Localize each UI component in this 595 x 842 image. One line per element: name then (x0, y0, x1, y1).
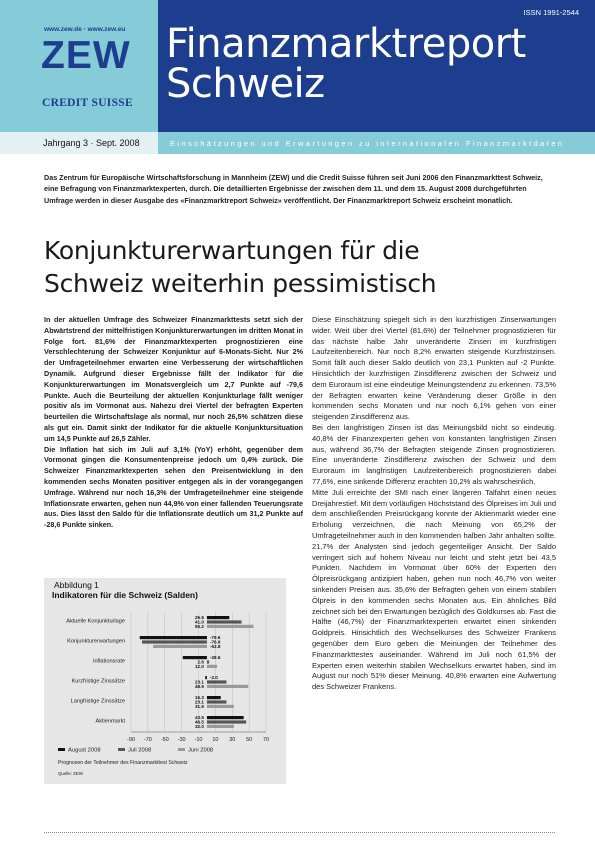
right-column (312, 315, 556, 693)
right-paragraph-3: Mitte Juli erreichte der SMI nach einer längeren Talfahrt einen neues Dreijahrestief. Mit dem vorläufigen Höchststand des Ölpreises im Juli und dem anschließenden Preisrückgang konnte der Aktienmarkt wieder eine Erholung verzeichnen, die nach Meinung von 65,2% der Umfrageteilnehmer auch in den kommenden halben Jahr anhalten sollte. 21,7% der Analysten sind jedoch gegenteiliger Ansicht. Der Saldo verringert sich auf hohem Niveau nur leicht und steht jetzt bei 43,5 Punkten. Nachdem im Vormonat über 60% der Experten den Ölpreisrückgang antizipiert haben, gehen nun noch 46,7% von weiter sinkenden Preisen aus. 35,6% der Befragten gehen von einem stabilen Ölpreis in den kommenden sechs Monaten aus. Ein ähnliches Bild zeichnet sich bei den Erwartungen bezüglich des Goldkurses ab. Fast die Hälfte (46,7%) der Finanzmarktexperten erwartet einen sinkenden Goldpreis. Hinsichtlich des Wechselkurses des Schweizer Frankens gegenüber dem Euro geben die Meinungen der Teilnehmer des Finanzmarkttestes auseinander. Während im Juli noch 61,5% der Experten einen weiterhin stabilen Wechselkurs erwartet haben, sind im August nur noch 51% dieser Meinung. 40,8% erwarten eine Aufwertung des Schweizer Frankens. (312, 487, 556, 692)
x-tick-label: 50 (246, 737, 253, 743)
bar (207, 616, 229, 619)
x-tick-label: 70 (262, 737, 270, 743)
category-label: Inflationsrate (92, 658, 125, 665)
left-paragraph-2: Die Inflation hat sich im Juli auf 3,1% (YoY) erhöht, gegenüber dem Vormonat gingen die Konsumentenpreise jedoch um 0,4% zurück. Die Schweizer Finanzmarktexperten sehen den Preisentwicklung in den kommenden sechs Monaten positiver entgegen als in der vorangegangen Umfrage. Während nur noch 16,3% der Umfrageteilnehmer eine steigende Inflationsrate erwarten, gehen nun 44,9% von einer fallenden Teuerungsrate aus. Dies lässt den Saldo für die Inflationsrate deutlich um 31,2 Punkte auf -28,6 Punkte sinken. (44, 444, 303, 530)
data-label: -79.6 (209, 635, 221, 640)
left-column (44, 315, 303, 531)
data-label: -28.6 (209, 655, 221, 660)
data-label: 41.0 (194, 619, 204, 625)
headline-line2: Schweiz weiterhin pessimistisch (44, 269, 437, 298)
bar (207, 696, 221, 699)
bar (207, 720, 246, 723)
indicator-bar-chart (44, 600, 286, 784)
legend-label: Juli 2008 (128, 747, 152, 754)
figure-tag: Abbildung 1 (54, 580, 99, 590)
zew-logo: ZEW (41, 34, 131, 77)
chart-title: Indikatoren für die Schweiz (Salden) (52, 590, 198, 600)
issue-label: Jahrgang 3 · Sept. 2008 (43, 138, 140, 148)
report-title-line1: Finanzmarktreport (166, 21, 526, 67)
header-urls[interactable]: www.zew.de · www.zew.eu (44, 26, 126, 33)
bar (207, 660, 209, 663)
left-paragraph-1: In der aktuellen Umfrage des Schweizer Finanzmarkttests setzt sich der Abwärtstrend der mittelfristigen Konjunkturerwartungen im dritten Monat in Folge fort. 81,6% der Finanzmarktexperten prognostizieren eine Verschlechterung der Schweizer Konjunktur auf 6-Monats-Sicht. Nur 2% der Umfrageteilnehmer erwarten eine Verbesserung der wirtschaftlichen Dynamik. Aufgrund dieser Ergebnisse fällt der Indikator für die Konjunkturerwartungen im Monatsvergleich um 2,7 Punkte auf -79,6 Punkte. Auch die Beurteilung der aktuellen Konjunkturlage fällt weniger positiv als im Vormonat aus. Nahezu drei Viertel der befragten Experten beurteilen die Wirtschaftslage als normal, nur noch 26,5% schätzen diese als gut ein. Damit sinkt der Indikator für die aktuelle Konjunktursituation um 14,5 Punkte auf 26,5 Zähler. (44, 315, 303, 443)
right-paragraph-1: Diese Einschätzung spiegelt sich in den kurzfristigen Zinserwartungen wider. Weit über drei Viertel (81,6%) der Teilnehmer prognostizieren für das nächste halbe Jahr unveränderte Zinsen im kurzfristigen Laufzeitenbereich. Nur noch 8,2% erwarten steigende Kurzfristzinsen. Somit fällt auch dieser Saldo deutlich von 23,1 Punkten auf -2 Punkte. Hinsichtlich der kurzfristigen Zinsdifferenz zwischen der Schweiz und dem Euroraum ist eine eindeutige Meinungstendenz zu erkennen. 73,5% der Befragten erwarten keine Veränderung dieser Größe in den kommenden sechs Monaten und nur noch 6,1% gehen von einer steigenden Zinsdifferenz aus. (312, 315, 556, 422)
x-tick-label: 30 (229, 737, 236, 743)
report-subtitle: Einschätzungen und Erwartungen zu internationalen Finanzmarktdaten (170, 139, 565, 148)
data-label: 23.1 (194, 699, 204, 705)
x-tick-label: -30 (177, 737, 186, 743)
report-title (166, 21, 526, 107)
category-label: Kurzfristige Zinssätze (71, 678, 125, 685)
category-label: Aktienmarkt (95, 718, 125, 725)
data-label: 31.9 (194, 703, 204, 709)
data-label: -2.0 (209, 675, 218, 680)
data-label: 12.0 (194, 663, 204, 669)
bar (207, 705, 234, 708)
legend-swatch (58, 748, 65, 751)
data-label: 2.6 (197, 659, 204, 665)
legend-swatch (118, 748, 125, 751)
right-paragraph-2: Bei den langfristigen Zinsen ist das Meinungsbild nicht so eindeutig. 40,8% der Finanzexperten gehen von konstanten langfristigen Zinsen aus, während 36,7% der Befragten steigende Zinsen prognostizieren. Eine unveränderte Zinsdifferenz zwischen der Schweiz und dem Euroraum im langfristigen Laufzeitenbereich prognostizieren dabei 77,6%, eine sinkende Differenz erachten 10,2% als wahrscheinlich. (312, 422, 556, 486)
x-tick-label: -10 (194, 737, 203, 743)
chart-note: Prognosen der Teilnehmer des Finanzmarkttest Schweiz (58, 760, 188, 766)
data-label: 48.9 (194, 683, 204, 689)
category-label: Langfristige Zinssätze (70, 698, 125, 705)
legend-swatch (178, 748, 185, 751)
bar (207, 716, 244, 719)
data-label: 26.5 (194, 615, 204, 620)
bar (207, 620, 242, 623)
data-label: 32.0 (194, 723, 204, 729)
bar (142, 640, 207, 643)
bar (205, 676, 207, 679)
bar (207, 680, 226, 683)
data-label: -76.9 (209, 639, 221, 645)
data-label: 43.5 (194, 715, 204, 720)
data-label: 55.2 (194, 623, 204, 629)
intro-paragraph: Das Zentrum für Europäische Wirtschaftsforschung in Mannheim (ZEW) und die Credit Suisse führen seit Juni 2006 den Finanzmarkttest Schweiz, eine Befragung von Finanzmarktexperten, durch. Die detaillierten Ergebnisse der zwischen dem 11. und dem 15. August 2008 durchgeführten Umfrage werden in dieser Ausgabe des «Finanzmarktreport Schweiz» veröffentlicht. Der Finanzmarktreport Schweiz erscheint monatlich. (44, 173, 543, 205)
x-tick-label: -50 (160, 737, 169, 743)
category-label: Konjunkturerwartungen (67, 638, 125, 645)
bar (207, 665, 217, 668)
x-tick-label: -70 (143, 737, 152, 743)
headline-line1: Konjunkturerwartungen für die (44, 236, 420, 265)
bar (207, 725, 234, 728)
data-label: 16.3 (194, 695, 204, 700)
legend-label: August 2008 (68, 747, 101, 754)
bar (140, 636, 207, 639)
x-tick-label: -90 (127, 737, 135, 743)
report-title-line2: Schweiz (166, 61, 325, 107)
article-headline (44, 234, 564, 300)
footer-divider (44, 832, 555, 833)
x-tick-label: 10 (212, 737, 219, 743)
bar (207, 700, 226, 703)
data-label: 46.5 (194, 719, 204, 725)
legend-label: Juni 2008 (188, 747, 214, 754)
data-label: 23.1 (194, 679, 204, 685)
data-label: -63.8 (209, 643, 221, 649)
chart-source: Quelle: ZEW (58, 771, 83, 776)
category-label: Aktuelle Konjunkturlage (66, 618, 125, 625)
credit-suisse-logo: CREDIT SUISSE (42, 97, 133, 109)
issn-number: ISSN 1991-2544 (523, 8, 579, 17)
bar (153, 645, 207, 648)
bar (207, 685, 248, 688)
bar (207, 625, 254, 628)
